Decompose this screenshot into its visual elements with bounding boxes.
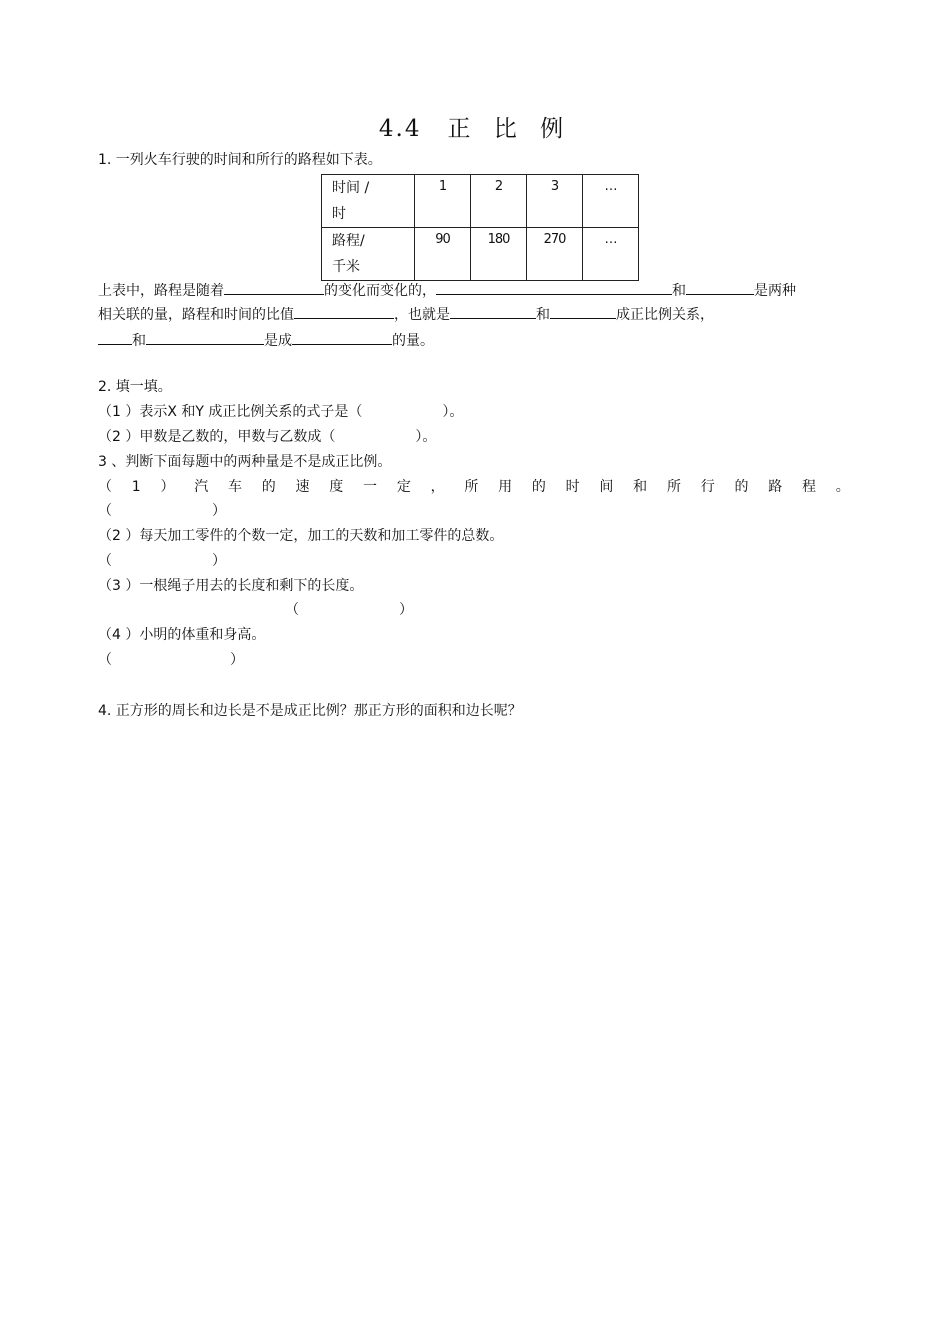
blank-field[interactable] <box>450 302 536 319</box>
q2-title: 2. 填一填。 <box>98 379 172 395</box>
table-cell: 1 <box>415 175 471 228</box>
table-cell: 2 <box>471 175 527 228</box>
blank-field[interactable] <box>550 302 616 319</box>
table-header-distance: 路程/ 千米 <box>322 228 415 281</box>
q2-item2: （2 ）甲数是乙数的，甲数与乙数成（ ）。 <box>98 429 437 445</box>
q1-line2: 相关联的量，路程和时间的比值 ，也就是 和 成正比例关系， <box>98 302 714 325</box>
q3-item4-answer[interactable]: （ ） <box>98 652 244 668</box>
table-cell: 3 <box>527 175 583 228</box>
section-title: 正 比 例 <box>447 116 572 142</box>
q3-item2: （2 ）每天加工零件的个数一定，加工的天数和加工零件的总数。 <box>98 528 504 544</box>
blank-field[interactable] <box>436 278 672 295</box>
q3-item1-answer[interactable]: （ ） <box>98 503 226 519</box>
table-cell: … <box>583 175 639 228</box>
blank-field[interactable] <box>224 278 324 295</box>
blank-field[interactable] <box>98 328 132 345</box>
q3-item3-answer[interactable]: （ ） <box>285 602 413 618</box>
q3-item3: （3 ）一根绳子用去的长度和剩下的长度。 <box>98 578 364 594</box>
table-header-time: 时间 / 时 <box>322 175 415 228</box>
q3-item2-answer[interactable]: （ ） <box>98 553 226 569</box>
blank-field[interactable] <box>686 278 754 295</box>
table-cell: … <box>583 228 639 281</box>
blank-field[interactable] <box>146 328 264 345</box>
table-row <box>322 175 639 228</box>
section-number: 4.4 <box>378 116 422 142</box>
table-cell: 180 <box>471 228 527 281</box>
q4-text: 4. 正方形的周长和边长是不是成正比例？那正方形的面积和边长呢？ <box>98 703 522 719</box>
train-table <box>321 174 639 281</box>
q3-title: 3 、判断下面每题中的两种量是不是成正比例。 <box>98 454 392 470</box>
q1-intro: 1. 一列火车行驶的时间和所行的路程如下表。 <box>98 152 382 168</box>
q3-item4: （4 ）小明的体重和身高。 <box>98 627 266 643</box>
q3-item1: （ 1 ） 汽 车 的 速 度 一 定 ， 所 用 的 时 间 和 所 行 的 路 程 。 <box>98 479 850 495</box>
table-cell: 270 <box>527 228 583 281</box>
page-title <box>0 110 950 143</box>
blank-field[interactable] <box>292 328 392 345</box>
q2-item1: （1 ）表示X 和Y 成正比例关系的式子是（ ）。 <box>98 404 464 420</box>
blank-field[interactable] <box>294 302 394 319</box>
table-row <box>322 228 639 281</box>
table-cell: 90 <box>415 228 471 281</box>
q1-line1: 上表中，路程是随着 的变化而变化的， 和 是两种 <box>98 278 796 301</box>
q1-line3: 和 是成 的量。 <box>98 328 434 351</box>
